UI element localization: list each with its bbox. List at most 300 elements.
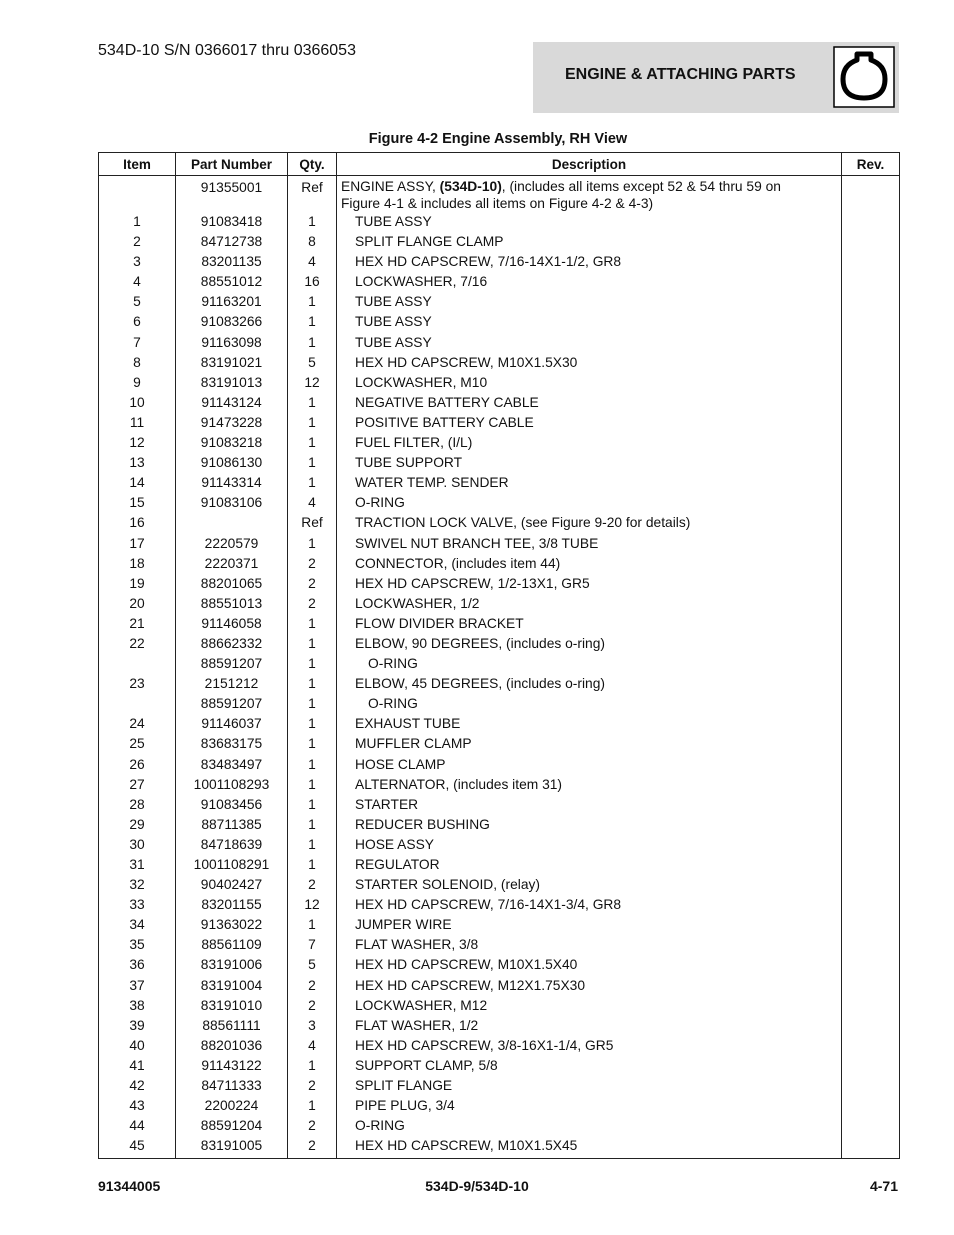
cell-description bbox=[337, 755, 842, 775]
cell-part-number: 88551012 bbox=[176, 272, 288, 292]
cell-qty: 1 bbox=[288, 755, 337, 775]
footer-model: 534D-9/534D-10 bbox=[425, 1178, 529, 1194]
cell-rev bbox=[842, 955, 900, 975]
description-text: TUBE ASSY bbox=[355, 214, 432, 229]
cell-part-number: 91083266 bbox=[176, 312, 288, 332]
cell-description bbox=[337, 176, 842, 213]
cell-qty: 1 bbox=[288, 1056, 337, 1076]
cell-item: 7 bbox=[99, 333, 176, 353]
table-row bbox=[99, 674, 900, 694]
cell-qty: 12 bbox=[288, 373, 337, 393]
col-header-qty: Qty. bbox=[288, 153, 337, 176]
description-text: WATER TEMP. SENDER bbox=[355, 475, 509, 491]
cell-qty: 1 bbox=[288, 1096, 337, 1116]
cell-item: 2 bbox=[99, 232, 176, 252]
cell-qty: 2 bbox=[288, 554, 337, 574]
table-row bbox=[99, 614, 900, 634]
cell-rev bbox=[842, 373, 900, 393]
cell-rev bbox=[842, 855, 900, 875]
col-header-description: Description bbox=[337, 153, 842, 176]
cell-description bbox=[337, 614, 842, 634]
cell-item: 43 bbox=[99, 1096, 176, 1116]
cell-description bbox=[337, 855, 842, 875]
desc-text-post: , (includes all items except 52 & 54 thru 59 on Figure 4-1 & includes all items on Figure 4-2 & 4-3) bbox=[341, 179, 781, 211]
cell-rev bbox=[842, 272, 900, 292]
table-row bbox=[99, 1076, 900, 1096]
table-row bbox=[99, 1136, 900, 1159]
col-header-item: Item bbox=[99, 153, 176, 176]
table-row bbox=[99, 1036, 900, 1056]
cell-description bbox=[337, 453, 842, 473]
cell-qty: 2 bbox=[288, 976, 337, 996]
cell-rev bbox=[842, 453, 900, 473]
cell-qty: 1 bbox=[288, 413, 337, 433]
cell-qty: 1 bbox=[288, 654, 337, 674]
cell-item: 38 bbox=[99, 996, 176, 1016]
table-header-row bbox=[99, 153, 900, 176]
description-text: SPLIT FLANGE CLAMP bbox=[355, 234, 504, 250]
table-row bbox=[99, 534, 900, 554]
cell-item bbox=[99, 176, 176, 213]
cell-item: 25 bbox=[99, 734, 176, 754]
table-row bbox=[99, 393, 900, 413]
table-row bbox=[99, 996, 900, 1016]
table-row bbox=[99, 594, 900, 614]
cell-part-number: 91146037 bbox=[176, 714, 288, 734]
cell-part-number: 90402427 bbox=[176, 875, 288, 895]
description-text: NEGATIVE BATTERY CABLE bbox=[355, 394, 539, 410]
cell-rev bbox=[842, 976, 900, 996]
cell-qty: 1 bbox=[288, 835, 337, 855]
cell-description bbox=[337, 714, 842, 734]
cell-part-number: 88662332 bbox=[176, 634, 288, 654]
cell-rev bbox=[842, 176, 900, 213]
cell-item: 14 bbox=[99, 473, 176, 493]
table-row bbox=[99, 272, 900, 292]
description-text: REDUCER BUSHING bbox=[355, 816, 490, 832]
cell-part-number: 91083218 bbox=[176, 433, 288, 453]
cell-item: 13 bbox=[99, 453, 176, 473]
cell-qty: 4 bbox=[288, 1036, 337, 1056]
cell-description bbox=[337, 594, 842, 614]
cell-part-number: 88591207 bbox=[176, 654, 288, 674]
cell-description bbox=[337, 373, 842, 393]
cell-rev bbox=[842, 875, 900, 895]
cell-rev bbox=[842, 433, 900, 453]
table-row bbox=[99, 1056, 900, 1076]
cell-qty: 2 bbox=[288, 996, 337, 1016]
cell-rev bbox=[842, 1116, 900, 1136]
cell-rev bbox=[842, 755, 900, 775]
table-row bbox=[99, 232, 900, 252]
cell-description bbox=[337, 795, 842, 815]
cell-rev bbox=[842, 534, 900, 554]
description-text: ALTERNATOR, (includes item 31) bbox=[355, 776, 563, 792]
cell-rev bbox=[842, 1056, 900, 1076]
cell-part-number: 91143124 bbox=[176, 393, 288, 413]
description-text: HOSE ASSY bbox=[355, 836, 434, 852]
cell-item: 22 bbox=[99, 634, 176, 654]
cell-rev bbox=[842, 614, 900, 634]
cell-qty: 1 bbox=[288, 614, 337, 634]
table-row bbox=[99, 554, 900, 574]
table-row bbox=[99, 634, 900, 654]
cell-item: 40 bbox=[99, 1036, 176, 1056]
description-text: CONNECTOR, (includes item 44) bbox=[355, 555, 561, 571]
table-row bbox=[99, 493, 900, 513]
cell-description bbox=[337, 1116, 842, 1136]
cell-rev bbox=[842, 634, 900, 654]
cell-qty: Ref bbox=[288, 176, 337, 213]
cell-part-number: 83191006 bbox=[176, 955, 288, 975]
cell-item: 9 bbox=[99, 373, 176, 393]
cell-description bbox=[337, 473, 842, 493]
cell-rev bbox=[842, 835, 900, 855]
cell-part-number: 91083456 bbox=[176, 795, 288, 815]
cell-qty: 1 bbox=[288, 795, 337, 815]
table-row bbox=[99, 694, 900, 714]
table-row bbox=[99, 433, 900, 453]
cell-rev bbox=[842, 554, 900, 574]
table-row bbox=[99, 1096, 900, 1116]
cell-qty: 1 bbox=[288, 674, 337, 694]
cell-item: 27 bbox=[99, 775, 176, 795]
cell-qty: 1 bbox=[288, 815, 337, 835]
description-text: O-RING bbox=[355, 1118, 405, 1134]
description-text: REGULATOR bbox=[355, 857, 440, 872]
cell-description bbox=[337, 996, 842, 1016]
cell-rev bbox=[842, 594, 900, 614]
cell-rev bbox=[842, 493, 900, 513]
description-text: LOCKWASHER, M12 bbox=[355, 997, 488, 1013]
cell-description bbox=[337, 694, 842, 714]
cell-description bbox=[337, 534, 842, 554]
cell-item: 15 bbox=[99, 493, 176, 513]
cell-item: 45 bbox=[99, 1136, 176, 1159]
cell-item: 4 bbox=[99, 272, 176, 292]
cell-description bbox=[337, 312, 842, 332]
cell-qty: 1 bbox=[288, 714, 337, 734]
cell-rev bbox=[842, 996, 900, 1016]
description-text: HEX HD CAPSCREW, M10X1.5X40 bbox=[355, 957, 578, 973]
table-row bbox=[99, 473, 900, 493]
table-row bbox=[99, 795, 900, 815]
cell-qty: 1 bbox=[288, 393, 337, 413]
cell-item: 5 bbox=[99, 292, 176, 312]
description-text: LOCKWASHER, 1/2 bbox=[355, 595, 480, 611]
cell-item: 36 bbox=[99, 955, 176, 975]
cell-qty: 2 bbox=[288, 875, 337, 895]
cell-description bbox=[337, 1136, 842, 1159]
cell-part-number: 83191005 bbox=[176, 1136, 288, 1159]
description-text: POSITIVE BATTERY CABLE bbox=[355, 414, 534, 430]
cell-qty: 1 bbox=[288, 734, 337, 754]
description-text: STARTER bbox=[355, 796, 419, 812]
description-text: HEX HD CAPSCREW, 7/16-14X1-3/4, GR8 bbox=[355, 897, 622, 913]
cell-qty: 1 bbox=[288, 292, 337, 312]
cell-qty: 1 bbox=[288, 694, 337, 714]
description-text: SPLIT FLANGE bbox=[355, 1078, 453, 1094]
cell-rev bbox=[842, 775, 900, 795]
cell-qty: 7 bbox=[288, 935, 337, 955]
cell-description bbox=[337, 272, 842, 292]
cell-description bbox=[337, 1096, 842, 1116]
cell-qty: 12 bbox=[288, 895, 337, 915]
cell-qty: 1 bbox=[288, 312, 337, 332]
cell-part-number: 88551013 bbox=[176, 594, 288, 614]
cell-item: 29 bbox=[99, 815, 176, 835]
cell-qty: 5 bbox=[288, 955, 337, 975]
table-row bbox=[99, 654, 900, 674]
cell-item: 6 bbox=[99, 312, 176, 332]
cell-item: 30 bbox=[99, 835, 176, 855]
description-text: ELBOW, 90 DEGREES, (includes o-ring) bbox=[355, 635, 605, 651]
cell-rev bbox=[842, 694, 900, 714]
cell-qty: 1 bbox=[288, 915, 337, 935]
cell-item: 39 bbox=[99, 1016, 176, 1036]
cell-qty: 4 bbox=[288, 493, 337, 513]
description-text: FLAT WASHER, 3/8 bbox=[355, 937, 479, 953]
table-row bbox=[99, 835, 900, 855]
cell-item: 20 bbox=[99, 594, 176, 614]
cell-part-number: 88561111 bbox=[176, 1016, 288, 1036]
cell-rev bbox=[842, 413, 900, 433]
cell-part-number: 88201036 bbox=[176, 1036, 288, 1056]
cell-item: 10 bbox=[99, 393, 176, 413]
description-text: HEX HD CAPSCREW, 7/16-14X1-1/2, GR8 bbox=[355, 254, 622, 270]
col-header-rev: Rev. bbox=[842, 153, 900, 176]
cell-rev bbox=[842, 212, 900, 232]
cell-part-number bbox=[176, 513, 288, 533]
description-text: O-RING bbox=[355, 495, 405, 511]
cell-qty: 2 bbox=[288, 1136, 337, 1159]
description-text: HEX HD CAPSCREW, 3/8-16X1-1/4, GR5 bbox=[355, 1037, 614, 1053]
table-row bbox=[99, 935, 900, 955]
engine-icon bbox=[833, 46, 895, 108]
cell-qty: 2 bbox=[288, 1076, 337, 1096]
table-row bbox=[99, 755, 900, 775]
serial-range: 534D-10 S/N 0366017 thru 0366053 bbox=[98, 42, 356, 59]
description-text: PIPE PLUG, 3/4 bbox=[355, 1098, 455, 1114]
cell-description bbox=[337, 252, 842, 272]
cell-description bbox=[337, 493, 842, 513]
cell-part-number: 84718639 bbox=[176, 835, 288, 855]
cell-item bbox=[99, 654, 176, 674]
cell-description bbox=[337, 654, 842, 674]
description-text: TRACTION LOCK VALVE, (see Figure 9-20 for details) bbox=[355, 515, 691, 531]
figure-title: Figure 4-2 Engine Assembly, RH View bbox=[368, 131, 628, 147]
description-text: SWIVEL NUT BRANCH TEE, 3/8 TUBE bbox=[355, 535, 599, 551]
cell-description bbox=[337, 232, 842, 252]
cell-item: 21 bbox=[99, 614, 176, 634]
cell-part-number: 2220579 bbox=[176, 534, 288, 554]
table-row-assembly bbox=[99, 176, 900, 213]
cell-part-number: 83483497 bbox=[176, 755, 288, 775]
cell-description bbox=[337, 413, 842, 433]
cell-item: 11 bbox=[99, 413, 176, 433]
cell-item: 41 bbox=[99, 1056, 176, 1076]
cell-part-number: 2151212 bbox=[176, 674, 288, 694]
cell-rev bbox=[842, 1076, 900, 1096]
cell-part-number: 91363022 bbox=[176, 915, 288, 935]
footer-page-number: 4-71 bbox=[869, 1178, 898, 1194]
description-text: O-RING bbox=[368, 696, 418, 712]
description-text: TUBE ASSY bbox=[355, 294, 432, 310]
cell-item: 16 bbox=[99, 513, 176, 533]
table-row bbox=[99, 875, 900, 895]
parts-table bbox=[98, 152, 900, 1159]
cell-item: 18 bbox=[99, 554, 176, 574]
cell-rev bbox=[842, 353, 900, 373]
description-text: TUBE ASSY bbox=[355, 314, 432, 330]
cell-qty: 1 bbox=[288, 453, 337, 473]
cell-qty: 1 bbox=[288, 634, 337, 654]
table-row bbox=[99, 734, 900, 754]
cell-rev bbox=[842, 915, 900, 935]
table-row bbox=[99, 312, 900, 332]
cell-description bbox=[337, 634, 842, 654]
cell-rev bbox=[842, 473, 900, 493]
cell-part-number: 1001108293 bbox=[176, 775, 288, 795]
cell-part-number: 88711385 bbox=[176, 815, 288, 835]
cell-part-number: 91355001 bbox=[176, 176, 288, 213]
cell-item: 24 bbox=[99, 714, 176, 734]
cell-description bbox=[337, 574, 842, 594]
cell-part-number: 88591207 bbox=[176, 694, 288, 714]
cell-description bbox=[337, 554, 842, 574]
cell-rev bbox=[842, 252, 900, 272]
cell-part-number: 91163098 bbox=[176, 333, 288, 353]
cell-qty: 2 bbox=[288, 574, 337, 594]
cell-description bbox=[337, 333, 842, 353]
cell-description bbox=[337, 353, 842, 373]
description-text: HEX HD CAPSCREW, M10X1.5X30 bbox=[355, 354, 578, 370]
cell-description bbox=[337, 1076, 842, 1096]
cell-rev bbox=[842, 935, 900, 955]
cell-description bbox=[337, 976, 842, 996]
description-text: FUEL FILTER, (I/L) bbox=[355, 435, 473, 451]
table-row bbox=[99, 373, 900, 393]
cell-rev bbox=[842, 674, 900, 694]
cell-item: 34 bbox=[99, 915, 176, 935]
table-row bbox=[99, 915, 900, 935]
description-text: TUBE SUPPORT bbox=[355, 455, 463, 471]
cell-description bbox=[337, 955, 842, 975]
cell-qty: 1 bbox=[288, 212, 337, 232]
description-text: EXHAUST TUBE bbox=[355, 716, 461, 732]
cell-item: 12 bbox=[99, 433, 176, 453]
cell-rev bbox=[842, 1096, 900, 1116]
table-row bbox=[99, 895, 900, 915]
description-text: FLAT WASHER, 1/2 bbox=[355, 1017, 479, 1033]
table-row bbox=[99, 574, 900, 594]
table-row bbox=[99, 212, 900, 232]
cell-part-number: 88201065 bbox=[176, 574, 288, 594]
section-title: ENGINE & ATTACHING PARTS bbox=[565, 66, 796, 83]
cell-item: 3 bbox=[99, 252, 176, 272]
cell-part-number: 91083106 bbox=[176, 493, 288, 513]
description-text: HOSE CLAMP bbox=[355, 756, 446, 772]
description-text: FLOW DIVIDER BRACKET bbox=[355, 615, 524, 631]
cell-item: 26 bbox=[99, 755, 176, 775]
description-text: HEX HD CAPSCREW, M12X1.75X30 bbox=[355, 977, 586, 993]
cell-part-number: 83683175 bbox=[176, 734, 288, 754]
cell-description bbox=[337, 1056, 842, 1076]
cell-description bbox=[337, 895, 842, 915]
cell-rev bbox=[842, 895, 900, 915]
cell-item: 33 bbox=[99, 895, 176, 915]
cell-rev bbox=[842, 1016, 900, 1036]
cell-part-number: 91146058 bbox=[176, 614, 288, 634]
cell-item bbox=[99, 694, 176, 714]
table-row bbox=[99, 775, 900, 795]
cell-qty: 3 bbox=[288, 1016, 337, 1036]
cell-item: 23 bbox=[99, 674, 176, 694]
cell-rev bbox=[842, 714, 900, 734]
cell-part-number: 88561109 bbox=[176, 935, 288, 955]
table-row bbox=[99, 453, 900, 473]
cell-qty: 1 bbox=[288, 775, 337, 795]
cell-part-number: 83191021 bbox=[176, 353, 288, 373]
cell-part-number: 84711333 bbox=[176, 1076, 288, 1096]
cell-part-number: 2220371 bbox=[176, 554, 288, 574]
table-row bbox=[99, 976, 900, 996]
cell-part-number: 91083418 bbox=[176, 212, 288, 232]
cell-part-number: 83191010 bbox=[176, 996, 288, 1016]
description-text: SUPPORT CLAMP, 5/8 bbox=[355, 1057, 498, 1073]
cell-rev bbox=[842, 1036, 900, 1056]
cell-part-number: 91086130 bbox=[176, 453, 288, 473]
cell-rev bbox=[842, 815, 900, 835]
cell-qty: 2 bbox=[288, 1116, 337, 1136]
cell-part-number: 91473228 bbox=[176, 413, 288, 433]
cell-part-number: 84712738 bbox=[176, 232, 288, 252]
cell-part-number: 88591204 bbox=[176, 1116, 288, 1136]
cell-description bbox=[337, 1016, 842, 1036]
cell-qty: 1 bbox=[288, 855, 337, 875]
cell-qty: 1 bbox=[288, 333, 337, 353]
cell-description bbox=[337, 393, 842, 413]
cell-qty: 5 bbox=[288, 353, 337, 373]
table-row bbox=[99, 252, 900, 272]
table-row bbox=[99, 714, 900, 734]
description-text: LOCKWASHER, 7/16 bbox=[355, 274, 488, 290]
description-text: TUBE ASSY bbox=[355, 334, 432, 350]
cell-description bbox=[337, 433, 842, 453]
cell-rev bbox=[842, 734, 900, 754]
description-text: JUMPER WIRE bbox=[355, 917, 452, 933]
description-text: LOCKWASHER, M10 bbox=[355, 374, 488, 390]
desc-text-model: (534D-10) bbox=[439, 179, 502, 194]
cell-rev bbox=[842, 513, 900, 533]
table-row bbox=[99, 815, 900, 835]
cell-description bbox=[337, 674, 842, 694]
cell-rev bbox=[842, 654, 900, 674]
cell-part-number: 83191013 bbox=[176, 373, 288, 393]
cell-rev bbox=[842, 312, 900, 332]
col-header-part-number: Part Number bbox=[176, 153, 288, 176]
cell-qty: 8 bbox=[288, 232, 337, 252]
cell-part-number: 83201155 bbox=[176, 895, 288, 915]
desc-text-pre: ENGINE ASSY, bbox=[341, 179, 440, 194]
cell-qty: 1 bbox=[288, 534, 337, 554]
cell-qty: 4 bbox=[288, 252, 337, 272]
table-row bbox=[99, 1016, 900, 1036]
table-row bbox=[99, 292, 900, 312]
cell-item: 19 bbox=[99, 574, 176, 594]
cell-item: 42 bbox=[99, 1076, 176, 1096]
table-row bbox=[99, 413, 900, 433]
